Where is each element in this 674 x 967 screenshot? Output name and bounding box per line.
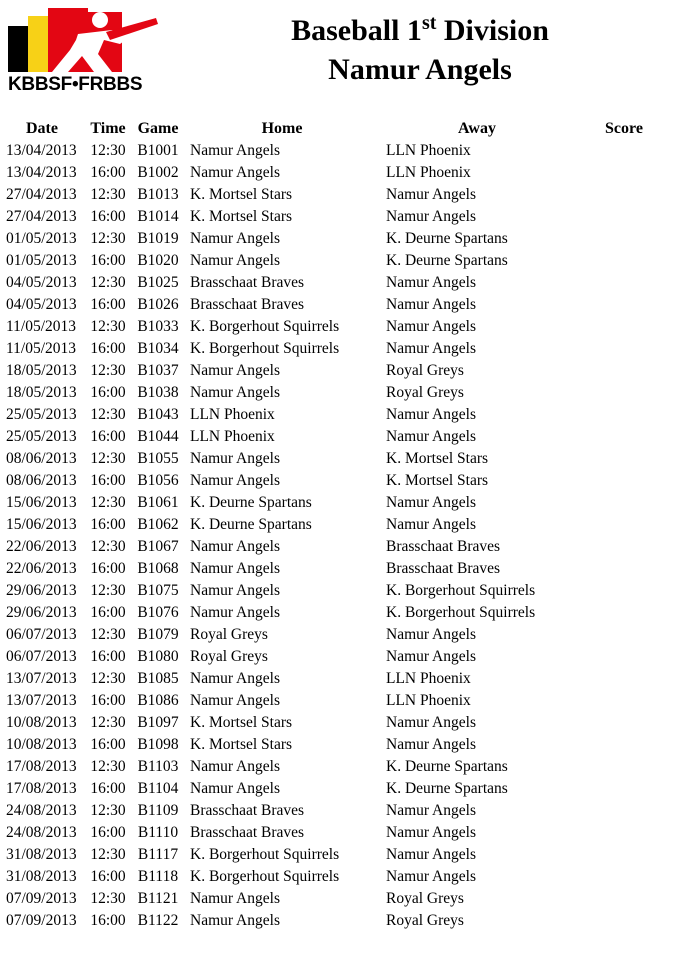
cell-away: K. Deurne Spartans bbox=[386, 252, 508, 269]
cell-score bbox=[574, 250, 674, 272]
cell-time: 12:30 bbox=[90, 494, 126, 511]
cell-date: 29/06/2013 bbox=[6, 582, 77, 599]
cell-home: Namur Angels bbox=[190, 538, 280, 555]
cell-game: B1079 bbox=[137, 626, 179, 643]
logo-text: KBBSF•FRBBS bbox=[8, 74, 143, 95]
table-header-row bbox=[0, 118, 674, 140]
table-row bbox=[0, 602, 674, 624]
table-row bbox=[0, 580, 674, 602]
cell-date: 15/06/2013 bbox=[6, 516, 77, 533]
title-superscript: st bbox=[421, 12, 437, 34]
cell-home: Namur Angels bbox=[190, 758, 280, 775]
cell-score bbox=[574, 514, 674, 536]
table-row bbox=[0, 470, 674, 492]
cell-game: B1026 bbox=[137, 296, 179, 313]
cell-home: Royal Greys bbox=[190, 626, 268, 643]
cell-time: 16:00 bbox=[90, 736, 126, 753]
cell-game: B1076 bbox=[137, 604, 179, 621]
cell-away: Namur Angels bbox=[386, 340, 476, 357]
cell-home: Namur Angels bbox=[190, 252, 280, 269]
cell-time: 12:30 bbox=[90, 318, 126, 335]
cell-away: Namur Angels bbox=[386, 428, 476, 445]
cell-score bbox=[574, 360, 674, 382]
cell-home: K. Deurne Spartans bbox=[190, 494, 312, 511]
cell-home: Namur Angels bbox=[190, 384, 280, 401]
cell-game: B1014 bbox=[137, 208, 179, 225]
table-row bbox=[0, 668, 674, 690]
page-title bbox=[170, 12, 670, 47]
cell-away: K. Borgerhout Squirrels bbox=[386, 604, 536, 621]
cell-score bbox=[574, 712, 674, 734]
cell-game: B1037 bbox=[137, 362, 179, 379]
cell-game: B1002 bbox=[137, 164, 179, 181]
cell-time: 16:00 bbox=[90, 208, 126, 225]
cell-home: Brasschaat Braves bbox=[190, 274, 305, 291]
cell-score bbox=[574, 426, 674, 448]
cell-score bbox=[574, 866, 674, 888]
cell-game: B1033 bbox=[137, 318, 179, 335]
cell-game: B1019 bbox=[137, 230, 179, 247]
cell-away: Royal Greys bbox=[386, 362, 464, 379]
cell-away: Namur Angels bbox=[386, 516, 476, 533]
cell-game: B1068 bbox=[137, 560, 179, 577]
table-row bbox=[0, 514, 674, 536]
table-row bbox=[0, 712, 674, 734]
cell-game: B1118 bbox=[137, 868, 179, 885]
cell-date: 15/06/2013 bbox=[6, 494, 77, 511]
column-header-game: Game bbox=[137, 120, 179, 137]
table-row bbox=[0, 360, 674, 382]
cell-time: 16:00 bbox=[90, 868, 126, 885]
cell-date: 07/09/2013 bbox=[6, 890, 77, 907]
cell-time: 12:30 bbox=[90, 142, 126, 159]
cell-away: Royal Greys bbox=[386, 890, 464, 907]
cell-game: B1080 bbox=[137, 648, 179, 665]
column-header-score: Score bbox=[605, 120, 643, 137]
cell-time: 12:30 bbox=[90, 230, 126, 247]
cell-away: Namur Angels bbox=[386, 274, 476, 291]
cell-score bbox=[574, 448, 674, 470]
cell-score bbox=[574, 910, 674, 932]
cell-date: 13/07/2013 bbox=[6, 670, 77, 687]
cell-score bbox=[574, 844, 674, 866]
cell-time: 12:30 bbox=[90, 582, 126, 599]
cell-away: Namur Angels bbox=[386, 208, 476, 225]
table-row bbox=[0, 910, 674, 932]
cell-away: Namur Angels bbox=[386, 736, 476, 753]
cell-score bbox=[574, 272, 674, 294]
cell-score bbox=[574, 668, 674, 690]
cell-time: 16:00 bbox=[90, 824, 126, 841]
cell-time: 16:00 bbox=[90, 780, 126, 797]
cell-away: LLN Phoenix bbox=[386, 670, 471, 687]
cell-date: 31/08/2013 bbox=[6, 868, 77, 885]
cell-game: B1097 bbox=[137, 714, 179, 731]
cell-away: Namur Angels bbox=[386, 714, 476, 731]
cell-date: 29/06/2013 bbox=[6, 604, 77, 621]
table-row bbox=[0, 734, 674, 756]
cell-game: B1044 bbox=[137, 428, 179, 445]
cell-score bbox=[574, 294, 674, 316]
cell-away: Namur Angels bbox=[386, 296, 476, 313]
cell-home: Namur Angels bbox=[190, 890, 280, 907]
cell-score bbox=[574, 734, 674, 756]
cell-game: B1109 bbox=[137, 802, 179, 819]
cell-game: B1055 bbox=[137, 450, 179, 467]
cell-game: B1034 bbox=[137, 340, 179, 357]
cell-score bbox=[574, 140, 674, 162]
cell-score bbox=[574, 184, 674, 206]
table-row bbox=[0, 228, 674, 250]
cell-game: B1110 bbox=[137, 824, 179, 841]
cell-game: B1020 bbox=[137, 252, 179, 269]
column-header-time: Time bbox=[90, 120, 126, 137]
cell-score bbox=[574, 228, 674, 250]
cell-home: LLN Phoenix bbox=[190, 406, 275, 423]
table-row bbox=[0, 778, 674, 800]
table-row bbox=[0, 338, 674, 360]
cell-time: 16:00 bbox=[90, 384, 126, 401]
cell-score bbox=[574, 316, 674, 338]
cell-away: Namur Angels bbox=[386, 626, 476, 643]
cell-score bbox=[574, 800, 674, 822]
cell-home: K. Mortsel Stars bbox=[190, 208, 293, 225]
cell-away: Namur Angels bbox=[386, 868, 476, 885]
cell-away: K. Borgerhout Squirrels bbox=[386, 582, 536, 599]
cell-date: 27/04/2013 bbox=[6, 208, 77, 225]
cell-game: B1025 bbox=[137, 274, 179, 291]
table-row bbox=[0, 448, 674, 470]
cell-date: 13/04/2013 bbox=[6, 164, 77, 181]
cell-away: LLN Phoenix bbox=[386, 692, 471, 709]
table-row bbox=[0, 558, 674, 580]
cell-date: 27/04/2013 bbox=[6, 186, 77, 203]
cell-score bbox=[574, 822, 674, 844]
cell-home: Namur Angels bbox=[190, 142, 280, 159]
cell-score bbox=[574, 580, 674, 602]
cell-time: 16:00 bbox=[90, 560, 126, 577]
cell-date: 06/07/2013 bbox=[6, 648, 77, 665]
cell-time: 16:00 bbox=[90, 472, 126, 489]
cell-date: 24/08/2013 bbox=[6, 802, 77, 819]
cell-time: 12:30 bbox=[90, 758, 126, 775]
table-row bbox=[0, 184, 674, 206]
cell-away: Namur Angels bbox=[386, 802, 476, 819]
table-row bbox=[0, 646, 674, 668]
column-header-date: Date bbox=[26, 120, 58, 137]
cell-date: 10/08/2013 bbox=[6, 714, 77, 731]
cell-date: 17/08/2013 bbox=[6, 758, 77, 775]
cell-game: B1067 bbox=[137, 538, 179, 555]
cell-time: 16:00 bbox=[90, 648, 126, 665]
cell-date: 24/08/2013 bbox=[6, 824, 77, 841]
table-row bbox=[0, 206, 674, 228]
cell-away: Namur Angels bbox=[386, 186, 476, 203]
table-row bbox=[0, 756, 674, 778]
cell-date: 06/07/2013 bbox=[6, 626, 77, 643]
cell-time: 16:00 bbox=[90, 516, 126, 533]
cell-score bbox=[574, 492, 674, 514]
cell-score bbox=[574, 558, 674, 580]
cell-score bbox=[574, 382, 674, 404]
cell-date: 01/05/2013 bbox=[6, 230, 77, 247]
cell-game: B1103 bbox=[137, 758, 179, 775]
table-row bbox=[0, 492, 674, 514]
cell-away: Namur Angels bbox=[386, 318, 476, 335]
cell-home: K. Mortsel Stars bbox=[190, 736, 293, 753]
cell-game: B1056 bbox=[137, 472, 179, 489]
table-row bbox=[0, 272, 674, 294]
table-row bbox=[0, 536, 674, 558]
cell-date: 13/07/2013 bbox=[6, 692, 77, 709]
cell-away: K. Deurne Spartans bbox=[386, 230, 508, 247]
cell-home: Namur Angels bbox=[190, 780, 280, 797]
cell-time: 12:30 bbox=[90, 274, 126, 291]
cell-time: 12:30 bbox=[90, 670, 126, 687]
cell-date: 10/08/2013 bbox=[6, 736, 77, 753]
cell-date: 07/09/2013 bbox=[6, 912, 77, 929]
cell-date: 13/04/2013 bbox=[6, 142, 77, 159]
cell-game: B1122 bbox=[137, 912, 179, 929]
cell-score bbox=[574, 888, 674, 910]
title-suffix: Division bbox=[436, 14, 549, 47]
cell-game: B1001 bbox=[137, 142, 179, 159]
cell-score bbox=[574, 624, 674, 646]
cell-home: Namur Angels bbox=[190, 692, 280, 709]
cell-home: Namur Angels bbox=[190, 604, 280, 621]
cell-time: 12:30 bbox=[90, 890, 126, 907]
table-row bbox=[0, 690, 674, 712]
cell-score bbox=[574, 536, 674, 558]
page-subtitle: Namur Angels bbox=[328, 53, 512, 86]
cell-date: 08/06/2013 bbox=[6, 450, 77, 467]
cell-home: Namur Angels bbox=[190, 472, 280, 489]
cell-game: B1086 bbox=[137, 692, 179, 709]
cell-time: 12:30 bbox=[90, 362, 126, 379]
cell-home: Brasschaat Braves bbox=[190, 824, 305, 841]
cell-score bbox=[574, 404, 674, 426]
cell-home: Brasschaat Braves bbox=[190, 802, 305, 819]
cell-time: 12:30 bbox=[90, 626, 126, 643]
cell-away: Brasschaat Braves bbox=[386, 538, 501, 555]
cell-date: 01/05/2013 bbox=[6, 252, 77, 269]
cell-game: B1061 bbox=[137, 494, 179, 511]
table-row bbox=[0, 404, 674, 426]
cell-score bbox=[574, 602, 674, 624]
table-row bbox=[0, 844, 674, 866]
table-row bbox=[0, 250, 674, 272]
cell-away: LLN Phoenix bbox=[386, 164, 471, 181]
cell-time: 16:00 bbox=[90, 428, 126, 445]
table-row bbox=[0, 294, 674, 316]
cell-date: 18/05/2013 bbox=[6, 384, 77, 401]
cell-time: 12:30 bbox=[90, 406, 126, 423]
cell-away: K. Mortsel Stars bbox=[386, 472, 489, 489]
cell-time: 16:00 bbox=[90, 604, 126, 621]
cell-date: 11/05/2013 bbox=[6, 340, 77, 357]
cell-date: 22/06/2013 bbox=[6, 560, 77, 577]
cell-date: 11/05/2013 bbox=[6, 318, 77, 335]
cell-date: 18/05/2013 bbox=[6, 362, 77, 379]
cell-score bbox=[574, 646, 674, 668]
cell-time: 12:30 bbox=[90, 714, 126, 731]
cell-score bbox=[574, 778, 674, 800]
cell-away: Namur Angels bbox=[386, 648, 476, 665]
cell-game: B1098 bbox=[137, 736, 179, 753]
cell-date: 31/08/2013 bbox=[6, 846, 77, 863]
cell-time: 12:30 bbox=[90, 538, 126, 555]
cell-away: Namur Angels bbox=[386, 406, 476, 423]
column-header-away: Away bbox=[458, 120, 496, 137]
cell-home: K. Mortsel Stars bbox=[190, 186, 293, 203]
cell-date: 04/05/2013 bbox=[6, 274, 77, 291]
table-row bbox=[0, 382, 674, 404]
cell-home: Namur Angels bbox=[190, 670, 280, 687]
cell-home: K. Borgerhout Squirrels bbox=[190, 868, 340, 885]
cell-home: Namur Angels bbox=[190, 362, 280, 379]
cell-time: 16:00 bbox=[90, 912, 126, 929]
cell-away: K. Deurne Spartans bbox=[386, 780, 508, 797]
cell-home: Namur Angels bbox=[190, 560, 280, 577]
cell-game: B1075 bbox=[137, 582, 179, 599]
cell-away: Namur Angels bbox=[386, 824, 476, 841]
table-row bbox=[0, 866, 674, 888]
table-row bbox=[0, 888, 674, 910]
cell-game: B1121 bbox=[137, 890, 179, 907]
table-row bbox=[0, 426, 674, 448]
cell-score bbox=[574, 162, 674, 184]
cell-date: 25/05/2013 bbox=[6, 406, 77, 423]
cell-home: K. Deurne Spartans bbox=[190, 516, 312, 533]
cell-score bbox=[574, 756, 674, 778]
cell-date: 25/05/2013 bbox=[6, 428, 77, 445]
cell-date: 22/06/2013 bbox=[6, 538, 77, 555]
cell-game: B1038 bbox=[137, 384, 179, 401]
schedule-body bbox=[0, 140, 674, 932]
cell-home: Namur Angels bbox=[190, 582, 280, 599]
cell-score bbox=[574, 470, 674, 492]
schedule-table bbox=[0, 118, 674, 932]
cell-game: B1085 bbox=[137, 670, 179, 687]
cell-time: 12:30 bbox=[90, 802, 126, 819]
cell-time: 16:00 bbox=[90, 252, 126, 269]
cell-away: Royal Greys bbox=[386, 384, 464, 401]
table-row bbox=[0, 162, 674, 184]
cell-score bbox=[574, 206, 674, 228]
cell-time: 12:30 bbox=[90, 450, 126, 467]
cell-away: Namur Angels bbox=[386, 494, 476, 511]
cell-home: K. Borgerhout Squirrels bbox=[190, 318, 340, 335]
cell-home: Brasschaat Braves bbox=[190, 296, 305, 313]
cell-time: 12:30 bbox=[90, 846, 126, 863]
cell-away: Brasschaat Braves bbox=[386, 560, 501, 577]
table-row bbox=[0, 316, 674, 338]
cell-home: Namur Angels bbox=[190, 912, 280, 929]
cell-home: Royal Greys bbox=[190, 648, 268, 665]
table-row bbox=[0, 624, 674, 646]
cell-game: B1013 bbox=[137, 186, 179, 203]
title-text: Baseball 1 bbox=[291, 14, 422, 47]
cell-date: 17/08/2013 bbox=[6, 780, 77, 797]
cell-score bbox=[574, 338, 674, 360]
cell-game: B1062 bbox=[137, 516, 179, 533]
cell-home: Namur Angels bbox=[190, 230, 280, 247]
cell-game: B1043 bbox=[137, 406, 179, 423]
table-row bbox=[0, 140, 674, 162]
cell-date: 08/06/2013 bbox=[6, 472, 77, 489]
federation-logo bbox=[8, 8, 160, 100]
column-header-home: Home bbox=[261, 120, 303, 137]
cell-away: K. Mortsel Stars bbox=[386, 450, 489, 467]
cell-time: 16:00 bbox=[90, 692, 126, 709]
cell-time: 16:00 bbox=[90, 340, 126, 357]
cell-away: Royal Greys bbox=[386, 912, 464, 929]
cell-home: LLN Phoenix bbox=[190, 428, 275, 445]
table-row bbox=[0, 822, 674, 844]
cell-away: LLN Phoenix bbox=[386, 142, 471, 159]
cell-date: 04/05/2013 bbox=[6, 296, 77, 313]
cell-away: Namur Angels bbox=[386, 846, 476, 863]
cell-time: 16:00 bbox=[90, 164, 126, 181]
cell-home: Namur Angels bbox=[190, 450, 280, 467]
cell-time: 16:00 bbox=[90, 296, 126, 313]
cell-score bbox=[574, 690, 674, 712]
cell-home: K. Borgerhout Squirrels bbox=[190, 340, 340, 357]
cell-home: K. Mortsel Stars bbox=[190, 714, 293, 731]
table-row bbox=[0, 800, 674, 822]
cell-time: 12:30 bbox=[90, 186, 126, 203]
cell-game: B1104 bbox=[137, 780, 179, 797]
cell-game: B1117 bbox=[137, 846, 179, 863]
cell-home: K. Borgerhout Squirrels bbox=[190, 846, 340, 863]
cell-home: Namur Angels bbox=[190, 164, 280, 181]
cell-away: K. Deurne Spartans bbox=[386, 758, 508, 775]
baseball-player-logo-icon bbox=[8, 8, 160, 72]
